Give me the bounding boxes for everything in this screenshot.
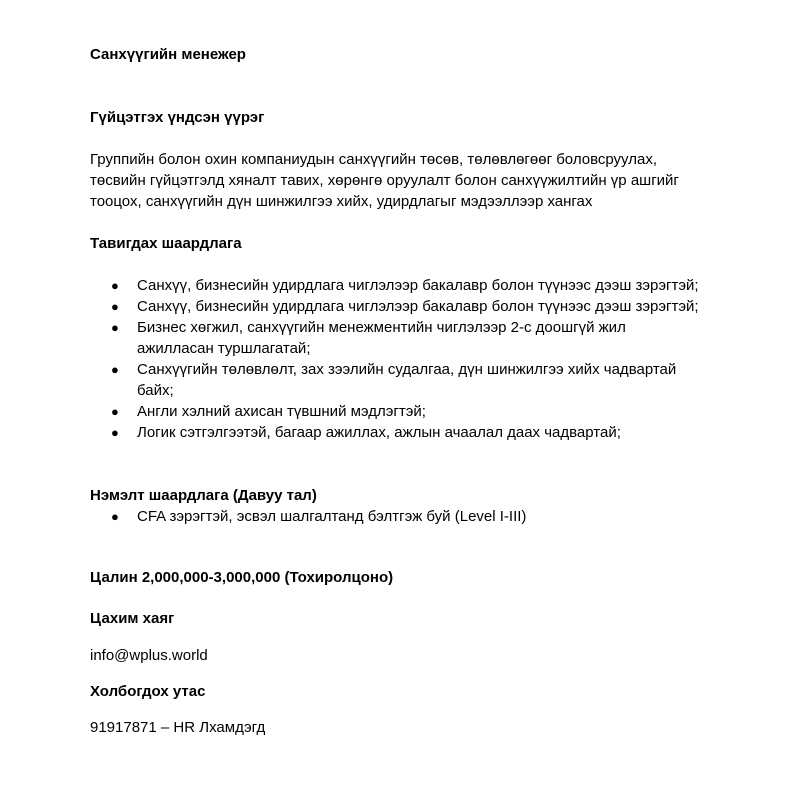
list-item: ● Санхүүгийн төлөвлөлт, зах зээлийн судалгаа, дүн шинжилгээ хийх чадвартай байх; (111, 361, 677, 399)
bullet-icon: ● (111, 404, 119, 419)
bullet-icon: ● (111, 278, 119, 293)
bullet-icon: ● (111, 425, 119, 440)
salary-heading: Цалин 2,000,000-3,000,000 (Тохиролцоно) (90, 569, 394, 586)
requirements-heading: Тавигдах шаардлага (90, 235, 242, 252)
email-heading: Цахим хаяг (90, 610, 175, 627)
duties-heading: Гүйцэтгэх үндсэн үүрэг (90, 109, 265, 126)
requirements-list (90, 275, 700, 443)
list-item: ● Логик сэтгэлгээтэй, багаар ажиллах, ажлын ачаалал даах чадвартай; (111, 424, 621, 441)
list-item: ● CFA зэрэгтэй, эсвэл шалгалтанд бэлтгэж буй (Level I-III) (111, 508, 527, 525)
list-item: ● Англи хэлний ахисан түвшний мэдлэгтэй; (111, 403, 426, 420)
bullet-icon: ● (111, 509, 119, 524)
phone-text: 91917871 – HR Лхамдэгд (90, 719, 266, 736)
bullet-icon: ● (111, 320, 119, 335)
additional-requirements-heading: Нэмэлт шаардлага (Давуу тал) (90, 487, 317, 504)
list-item: ● Бизнес хөгжил, санхүүгийн менежментийн чиглэлээр 2-с доошгүй жил ажилласан туршлагатай; (111, 319, 626, 357)
list-item: ● Санхүү, бизнесийн удирдлага чиглэлээр бакалавр болон түүнээс дээш зэрэгтэй; (111, 277, 699, 294)
job-posting-document (90, 44, 700, 738)
duties-text: Группийн болон охин компаниудын санхүүгийн төсөв, төлөвлөгөөг боловсруулах, төсвийн гүйцэтгэлд хяналт тавих, хөрөнгө оруулалт болон санхүүжилтийн үр ашгийг тооцох, санхүүгийн дүн шинжилгээ хийх, удирдлагыг мэдээллээр хангах (90, 151, 679, 210)
job-title: Санхүүгийн менежер (90, 46, 246, 63)
list-item: ● Санхүү, бизнесийн удирдлага чиглэлээр бакалавр болон түүнээс дээш зэрэгтэй; (111, 298, 699, 315)
email-text: info@wplus.world (90, 647, 208, 664)
phone-heading: Холбогдох утас (90, 683, 206, 700)
bullet-icon: ● (111, 362, 119, 377)
additional-requirements-list (90, 506, 700, 527)
bullet-icon: ● (111, 299, 119, 314)
